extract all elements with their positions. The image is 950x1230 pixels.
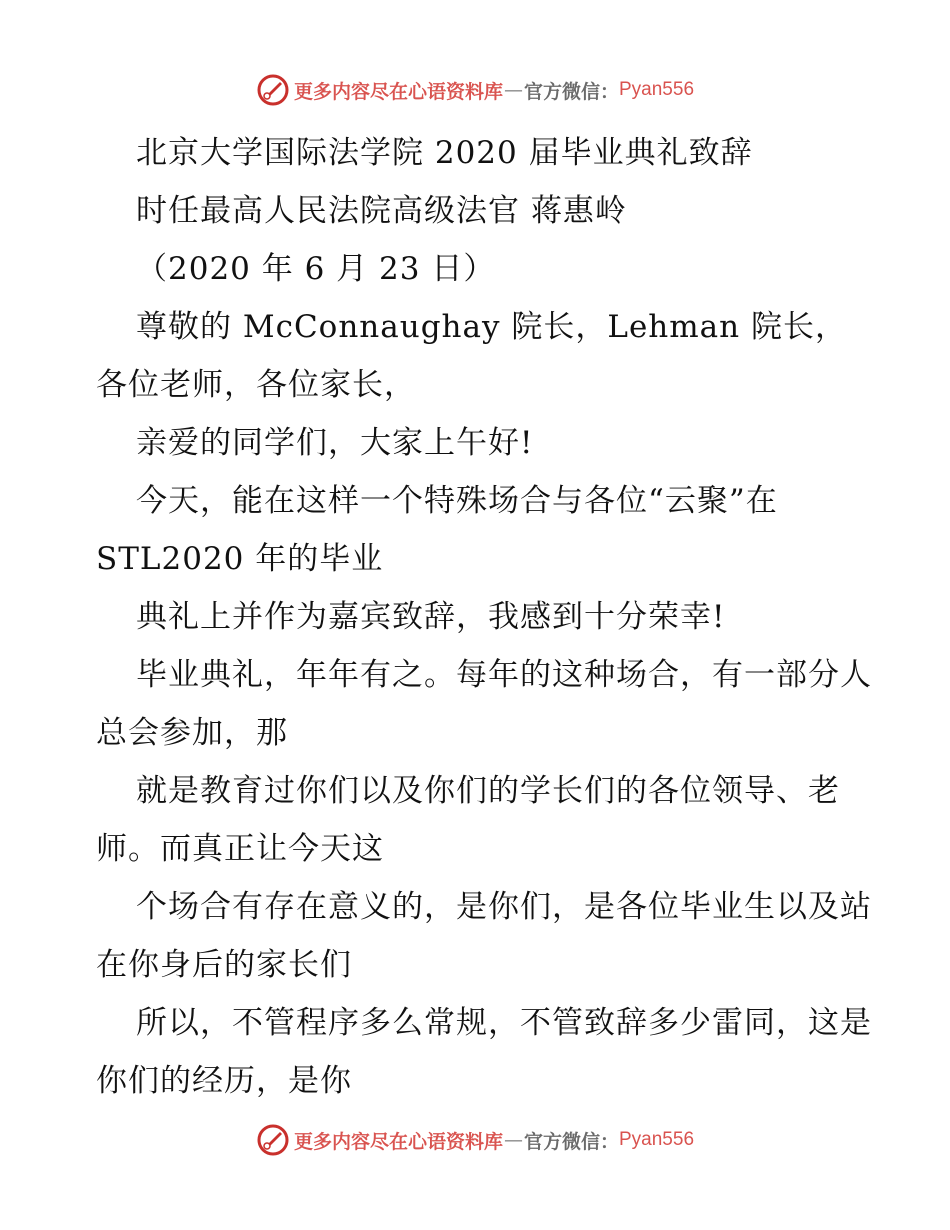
paragraph: 尊敬的 McConnaughay 院长，Lehman 院长，各位老师，各位家长， <box>96 309 847 403</box>
paragraph: 所以，不管程序多么常规，不管致辞多少雷同，这是你们的经历，是你 <box>96 1005 872 1099</box>
paragraph: 就是教育过你们以及你们的学长们的各位领导、老师。而真正让今天这 <box>96 773 840 867</box>
paragraph: 个场合有存在意义的，是你们，是各位毕业生以及站在你身后的家长们 <box>96 889 872 983</box>
paragraph: 毕业典礼，年年有之。每年的这种场合，有一部分人总会参加，那 <box>96 657 872 751</box>
quill-logo-icon <box>256 1123 290 1157</box>
banner-contact-handle: Pyan556 <box>619 1129 695 1150</box>
paragraph: （2020 年 6 月 23 日） <box>136 251 496 287</box>
banner-dash: — <box>503 1129 523 1151</box>
banner-site-text: 更多内容尽在心语资料库 <box>293 1130 503 1153</box>
banner-contact-label: 官方微信： <box>523 1130 619 1153</box>
paragraph: 亲爱的同学们，大家上午好! <box>136 425 534 461</box>
footer-banner <box>0 1120 950 1160</box>
paragraph: 时任最高人民法院高级法官 蒋惠岭 <box>136 193 627 229</box>
header-banner <box>0 70 950 110</box>
quill-logo-icon <box>256 73 290 107</box>
document-body <box>96 124 876 1110</box>
paragraph: 今天，能在这样一个特殊场合与各位“云聚”在 STL2020 年的毕业 <box>96 483 789 577</box>
paragraph: 典礼上并作为嘉宾致辞，我感到十分荣幸! <box>136 599 726 635</box>
banner-site-text: 更多内容尽在心语资料库 <box>293 80 503 103</box>
banner-contact-label: 官方微信： <box>523 80 619 103</box>
banner-dash: — <box>503 79 523 101</box>
banner-contact-handle: Pyan556 <box>619 79 695 100</box>
paragraph: 北京大学国际法学院 2020 届毕业典礼致辞 <box>136 135 753 171</box>
